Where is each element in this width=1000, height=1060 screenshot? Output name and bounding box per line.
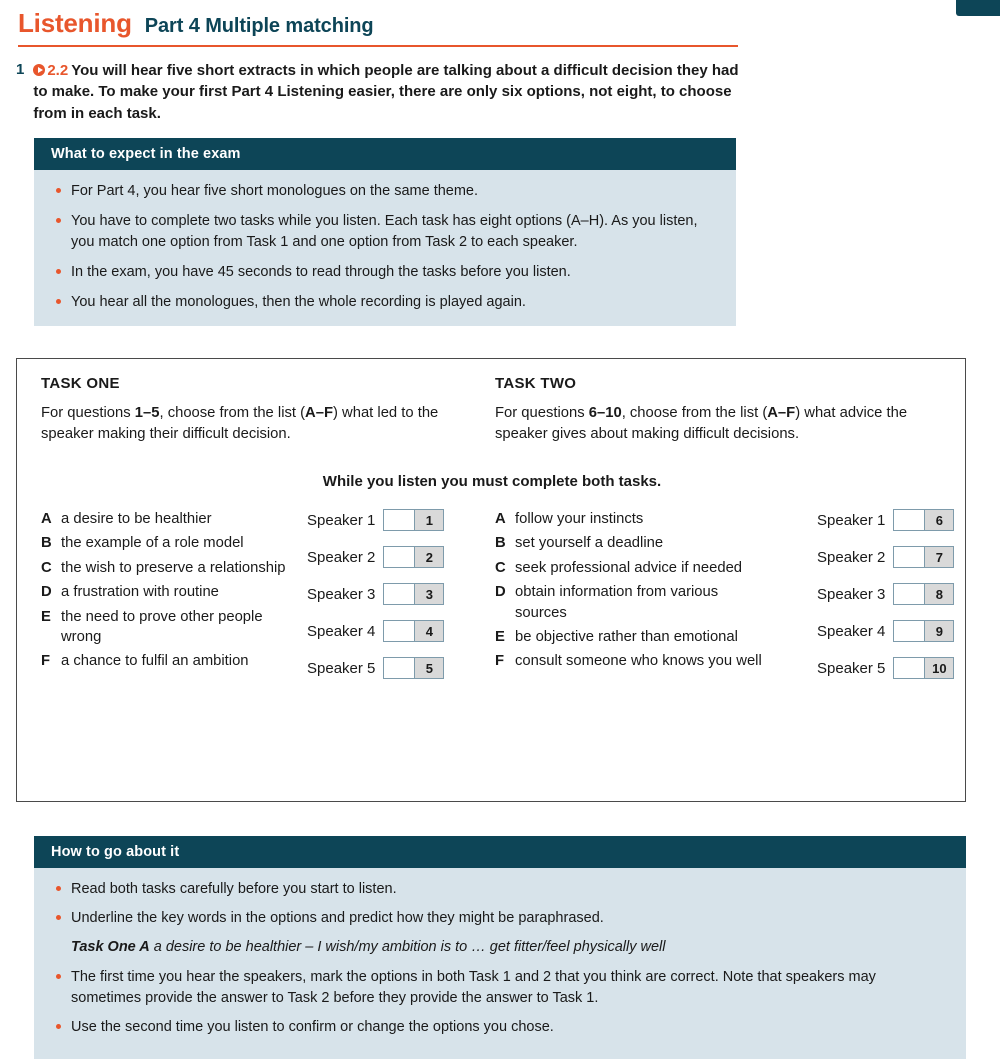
speaker-answer-row (817, 509, 954, 531)
rubric-after: ) what advice the speaker gives about making difficult decisions. (495, 405, 908, 442)
play-circle-icon[interactable] (33, 64, 45, 76)
option-letter: E (41, 608, 51, 625)
list-item (41, 558, 291, 578)
list-item (495, 558, 765, 578)
option-letter: D (495, 584, 506, 601)
answer-input[interactable] (894, 547, 924, 567)
question-number: 6 (924, 510, 953, 530)
rubric-before: For questions (41, 405, 135, 421)
heading-rule (18, 45, 738, 47)
question-number: 3 (414, 584, 443, 604)
list-item (495, 582, 765, 623)
answer-box[interactable] (893, 509, 954, 531)
answer-input[interactable] (384, 510, 414, 530)
speaker-answer-row (817, 657, 954, 679)
speaker-answer-row (307, 509, 444, 531)
question-number: 7 (924, 547, 953, 567)
task-one-options (41, 509, 291, 676)
list-item: The first time you hear the speakers, mark the options in both Task 1 and 2 that you think are correct. Note that speakers may sometimes provide the answer to Task 2 before they provide the answer to Task 1. (51, 967, 949, 1009)
answer-input[interactable] (384, 658, 414, 678)
speaker-label: Speaker 4 (307, 622, 376, 640)
rubric-question-range: 1–5 (134, 405, 160, 421)
speaker-label: Speaker 1 (307, 511, 376, 529)
speaker-label: Speaker 3 (817, 585, 886, 603)
exercise-text: You will hear five short extracts in which people are talking about a difficult decision they had to make. To make your first Part 4 Listening easier, there are only six options, not eight, to choose from in each task. (33, 62, 739, 122)
option-text: be objective rather than emotional (515, 629, 738, 646)
list-item: Underline the key words in the options and predict how they might be paraphrased. (51, 908, 949, 929)
option-text: consult someone who knows you well (515, 653, 762, 670)
option-letter: A (495, 511, 506, 527)
speaker-label: Speaker 2 (817, 548, 886, 566)
option-text: a chance to fulfil an ambition (61, 653, 249, 670)
answer-box[interactable] (893, 583, 954, 605)
list-item (495, 651, 765, 671)
option-text: follow your instincts (515, 511, 644, 527)
both-tasks-note: While you listen you must complete both tasks. (322, 473, 662, 490)
list-item: For Part 4, you hear five short monologues on the same theme. (51, 181, 719, 202)
answer-input[interactable] (894, 510, 924, 530)
how-to-go-about-it-title: How to go about it (34, 836, 966, 868)
rubric-before: For questions (495, 405, 589, 421)
option-letter: C (41, 559, 52, 576)
answer-box[interactable] (383, 583, 444, 605)
answer-box[interactable] (383, 546, 444, 568)
paraphrase-example (51, 937, 949, 958)
speaker-label: Speaker 2 (307, 548, 376, 566)
answer-input[interactable] (384, 621, 414, 641)
question-number: 2 (414, 547, 443, 567)
speaker-answer-row (307, 546, 444, 568)
rubric-question-range: 6–10 (588, 405, 622, 421)
option-text: obtain information from various sources (515, 584, 719, 621)
rubric-middle: , choose from the list ( (621, 405, 768, 421)
task-two-speaker-answers (817, 509, 954, 694)
page-title (18, 8, 374, 39)
speaker-answer-row (307, 620, 444, 642)
page-corner-tab (956, 0, 1000, 16)
how-to-go-about-it-body (34, 868, 966, 1059)
question-number: 9 (924, 621, 953, 641)
rubric-option-letters: A–F (305, 405, 333, 421)
answer-area (17, 509, 967, 789)
audio-track-number: 2.2 (47, 62, 69, 79)
question-number: 10 (924, 658, 953, 678)
option-letter: F (495, 653, 505, 670)
list-item (495, 627, 765, 647)
speaker-answer-row (817, 583, 954, 605)
rubric-middle: , choose from the list ( (159, 405, 306, 421)
what-to-expect-body (34, 170, 736, 326)
list-item: You hear all the monologues, then the whole recording is played again. (51, 292, 719, 313)
rubric-option-letters: A–F (767, 405, 796, 421)
task-one-heading: TASK ONE (41, 375, 120, 392)
exercise-instruction (16, 60, 746, 124)
task-two-heading: TASK TWO (495, 375, 577, 392)
answer-input[interactable] (384, 547, 414, 567)
task-two-options (495, 509, 765, 676)
speaker-label: Speaker 4 (817, 622, 886, 640)
task-one-speaker-answers (307, 509, 444, 694)
speaker-answer-row (817, 546, 954, 568)
exercise-instruction-text (33, 60, 746, 124)
answer-box[interactable] (893, 657, 954, 679)
list-item (41, 509, 291, 529)
answer-box[interactable] (383, 620, 444, 642)
rubric-after: ) what led to the speaker making their difficult decision. (41, 405, 439, 442)
option-letter: A (41, 511, 52, 527)
question-number: 4 (414, 621, 443, 641)
answer-input[interactable] (894, 621, 924, 641)
option-letter: E (495, 629, 505, 646)
speaker-answer-row (307, 657, 444, 679)
option-letter: F (41, 653, 51, 670)
speaker-answer-row (817, 620, 954, 642)
option-letter: C (495, 559, 506, 576)
answer-input[interactable] (894, 658, 924, 678)
speaker-answer-row (307, 583, 444, 605)
task-panel (16, 358, 966, 802)
list-item (41, 582, 291, 602)
part-title: Part 4 Multiple matching (144, 15, 374, 37)
option-letter: B (41, 535, 52, 552)
list-item: You have to complete two tasks while you listen. Each task has eight options (A–H). As you listen, you match one option from Task 1 and one option from Task 2 to each speaker. (51, 211, 719, 253)
option-letter: D (41, 584, 52, 601)
list-item (41, 533, 291, 553)
paraphrase-example-label: Task One A (71, 939, 150, 956)
option-text: the wish to preserve a relationship (61, 559, 286, 576)
answer-box[interactable] (383, 657, 444, 679)
answer-input[interactable] (894, 584, 924, 604)
task-two-rubric (495, 403, 945, 445)
question-number: 8 (924, 584, 953, 604)
list-item (41, 607, 291, 648)
option-text: the need to prove other people wrong (61, 608, 263, 646)
speaker-label: Speaker 3 (307, 585, 376, 603)
option-text: a frustration with routine (61, 584, 219, 601)
speaker-label: Speaker 5 (817, 659, 886, 677)
list-item: In the exam, you have 45 seconds to read through the tasks before you listen. (51, 262, 719, 283)
list-item: Use the second time you listen to confirm or change the options you chose. (51, 1017, 949, 1038)
option-text: set yourself a deadline (515, 535, 664, 552)
option-text: a desire to be healthier (61, 511, 212, 527)
list-item (41, 651, 291, 671)
how-to-go-about-it-box (34, 836, 966, 1059)
option-text: seek professional advice if needed (515, 559, 743, 576)
answer-box[interactable] (383, 509, 444, 531)
what-to-expect-box (34, 138, 736, 326)
option-letter: B (495, 535, 506, 552)
exercise-number: 1 (16, 61, 25, 78)
list-item: Read both tasks carefully before you start to listen. (51, 879, 949, 900)
question-number: 5 (414, 658, 443, 678)
answer-box[interactable] (893, 620, 954, 642)
list-item (495, 509, 765, 529)
task-one-rubric (41, 403, 471, 445)
answer-box[interactable] (893, 546, 954, 568)
list-item (495, 533, 765, 553)
paraphrase-example-text: a desire to be healthier – I wish/my ambition is to … get fitter/feel physically well (153, 939, 666, 956)
answer-input[interactable] (384, 584, 414, 604)
task-one-column (41, 375, 471, 445)
speaker-label: Speaker 1 (817, 511, 886, 529)
question-number: 1 (414, 510, 443, 530)
speaker-label: Speaker 5 (307, 659, 376, 677)
what-to-expect-title: What to expect in the exam (34, 138, 736, 170)
skill-title: Listening (18, 8, 132, 38)
option-text: the example of a role model (61, 535, 244, 552)
task-two-column (495, 375, 945, 445)
